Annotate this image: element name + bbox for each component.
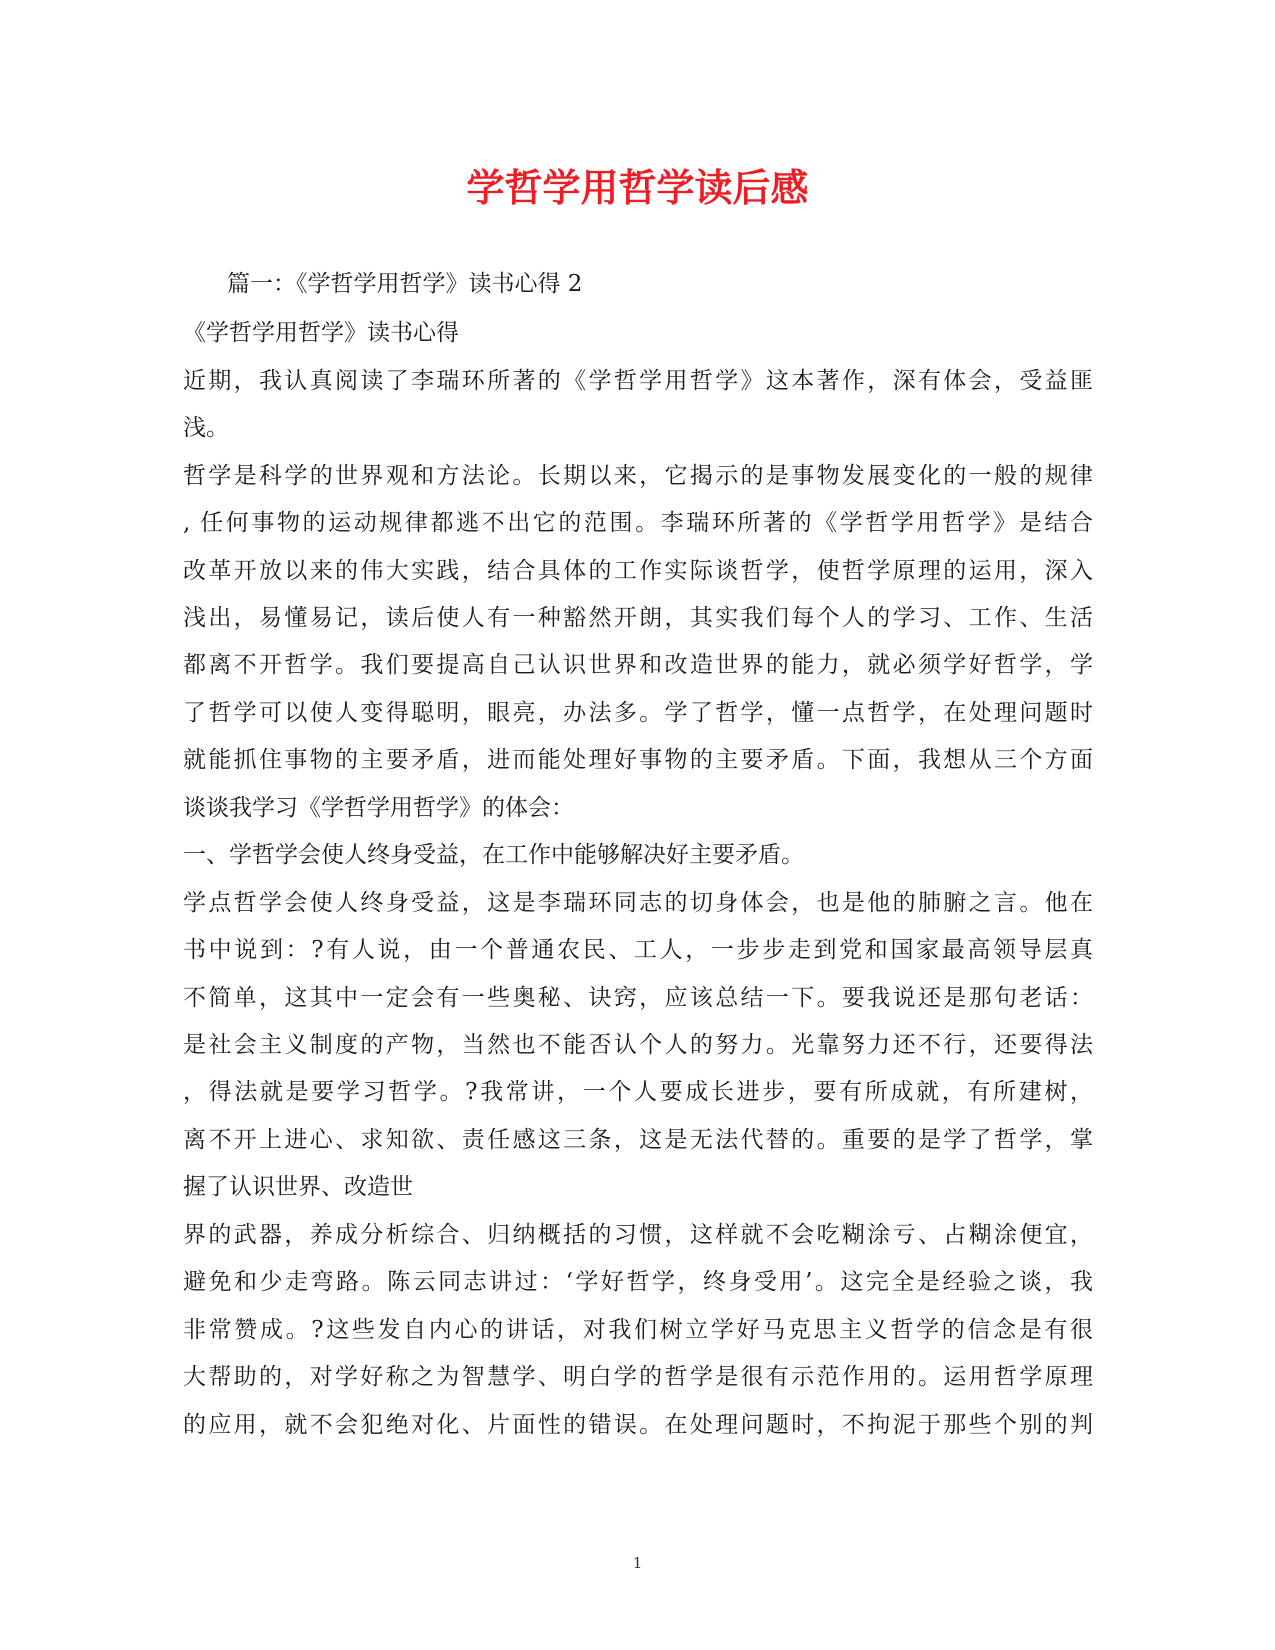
text-line: 哲学是科学的世界观和方法论。长期以来，它揭示的是事物发展变化的一般的规律 xyxy=(183,463,1093,489)
text-line: 浅。 xyxy=(183,415,229,441)
text-line: 了哲学可以使人变得聪明，眼亮，办法多。学了哲学，懂一点哲学，在处理问题时 xyxy=(183,700,1093,726)
text-line: 学点哲学会使人终身受益，这是李瑞环同志的切身体会，也是他的肺腑之言。他在 xyxy=(183,890,1093,916)
text-line: 握了认识世界、改造世 xyxy=(183,1174,413,1200)
text-line: , 任何事物的运动规律都逃不出它的范围。李瑞环所著的《学哲学用哲学》是结合 xyxy=(183,510,1093,536)
text-line: 改革开放以来的伟大实践，结合具体的工作实际谈哲学，使哲学原理的运用，深入 xyxy=(183,558,1093,584)
section-heading: 篇一：《学哲学用哲学》读书心得 2 xyxy=(227,271,583,297)
text-line: 都离不开哲学。我们要提高自己认识世界和改造世界的能力，就必须学好哲学，学 xyxy=(183,652,1093,678)
text-line: 离不开上进心、求知欲、责任感这三条，这是无法代替的。重要的是学了哲学，掌 xyxy=(183,1127,1093,1153)
document-title: 学哲学用哲学读后感 xyxy=(466,165,809,210)
text-line: 界的武器，养成分析综合、归纳概括的习惯，这样就不会吃糊涂亏、占糊涂便宜， xyxy=(183,1222,1093,1248)
text-line: 是社会主义制度的产物，当然也不能否认个人的努力。光靠努力还不行，还要得法 xyxy=(183,1032,1093,1058)
text-line: 的应用，就不会犯绝对化、片面性的错误。在处理问题时，不拘泥于那些个别的判 xyxy=(183,1412,1093,1438)
text-line: 非常赞成。?这些发自内心的讲话，对我们树立学好马克思主义哲学的信念是有很 xyxy=(183,1317,1093,1343)
text-line: 大帮助的，对学好称之为智慧学、明白学的哲学是很有示范作用的。运用哲学原理 xyxy=(183,1364,1093,1390)
text-line: 浅出，易懂易记，读后使人有一种豁然开朗，其实我们每个人的学习、工作、生活 xyxy=(183,605,1093,631)
text-line: 不简单，这其中一定会有一些奥秘、诀窍，应该总结一下。要我说还是那句老话： xyxy=(183,985,1093,1011)
text-line: 避免和少走弯路。陈云同志讲过：‘学好哲学，终身受用’。这完全是经验之谈，我 xyxy=(183,1269,1093,1295)
text-line: 近期，我认真阅读了李瑞环所著的《学哲学用哲学》这本著作，深有体会，受益匪 xyxy=(183,368,1093,394)
text-line: 就能抓住事物的主要矛盾，进而能处理好事物的主要矛盾。下面，我想从三个方面 xyxy=(183,747,1093,773)
section-heading: 一、学哲学会使人终身受益，在工作中能够解决好主要矛盾。 xyxy=(183,842,804,868)
text-line: 谈谈我学习《学哲学用哲学》的体会： xyxy=(183,795,574,821)
text-line: 书中说到：?有人说，由一个普通农民、工人，一步步走到党和国家最高领导层真 xyxy=(183,937,1093,963)
subtitle: 《学哲学用哲学》读书心得 xyxy=(183,320,459,346)
page-number: 1 xyxy=(632,1554,643,1572)
text-line: ，得法就是要学习哲学。?我常讲，一个人要成长进步，要有所成就，有所建树， xyxy=(183,1079,1093,1105)
